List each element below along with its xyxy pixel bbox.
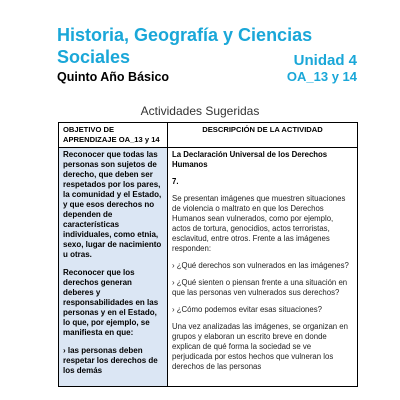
activity-question-2: › ¿Qué sienten o piensan frente a una situación en que las personas ven vulnerados sus derechos?	[172, 278, 348, 297]
activity-paragraph-2: Una vez analizadas las imágenes, se organizan en grupos y elaboran un escrito breve en donde explican de qué forma la sociedad se ve perjudicada por estos hechos que vulneran los derechos de las personas	[172, 322, 348, 371]
objective-paragraph-2: Reconocer que los derechos generan deberes y responsabilidades en las personas y en el Estado, lo que, por ejemplo, se manifiesta en que:	[63, 268, 159, 337]
subtitle-row	[57, 68, 357, 86]
description-cell	[168, 148, 358, 387]
activities-table	[58, 122, 358, 387]
oa-label: OA_13 y 14	[286, 69, 357, 84]
objective-cell	[59, 148, 168, 387]
document-title-line-2-row	[57, 46, 357, 68]
col-objective-header: OBJETIVO DE APRENDIZAJE OA_13 y 14	[59, 123, 168, 148]
activity-question-3: › ¿Cómo podemos evitar esas situaciones?	[172, 305, 322, 314]
activity-question-1: › ¿Qué derechos son vulnerados en las imágenes?	[172, 261, 349, 270]
grade-label: Quinto Año Básico	[57, 70, 170, 84]
col-description-header: DESCRIPCIÓN DE LA ACTIVIDAD	[168, 123, 358, 148]
objective-paragraph-3: › las personas deben respetar los derechos de los demás	[63, 346, 158, 375]
document-title-line-1: Historia, Geografía y Ciencias	[57, 25, 313, 45]
document-title-line-2: Sociales	[57, 47, 131, 67]
page-header	[57, 24, 357, 86]
table-header-row	[59, 123, 358, 148]
activity-heading: La Declaración Universal de los Derechos Humanos	[172, 150, 328, 169]
section-title: Actividades Sugeridas	[140, 104, 260, 118]
objective-paragraph-1: Reconocer que todas las personas son sujetos de derecho, que deben ser respetados por los pares, la comunidad y el Estado, y que esos derechos no dependen de características individuales, como etnia, sexo, lugar de nacimiento u otras.	[63, 150, 162, 259]
activity-paragraph-1: Se presentan imágenes que muestren situaciones de violencia o maltrato en que los Derechos Humanos sean vulnerados, como por ejemplo, actos de tortura, genocidios, actos terroristas, esclavitud, entre otros. Frente a las imágenes responden:	[172, 194, 346, 253]
table-row	[59, 148, 358, 387]
unit-label: Unidad 4	[293, 52, 357, 69]
activity-number: 7.	[172, 177, 179, 186]
